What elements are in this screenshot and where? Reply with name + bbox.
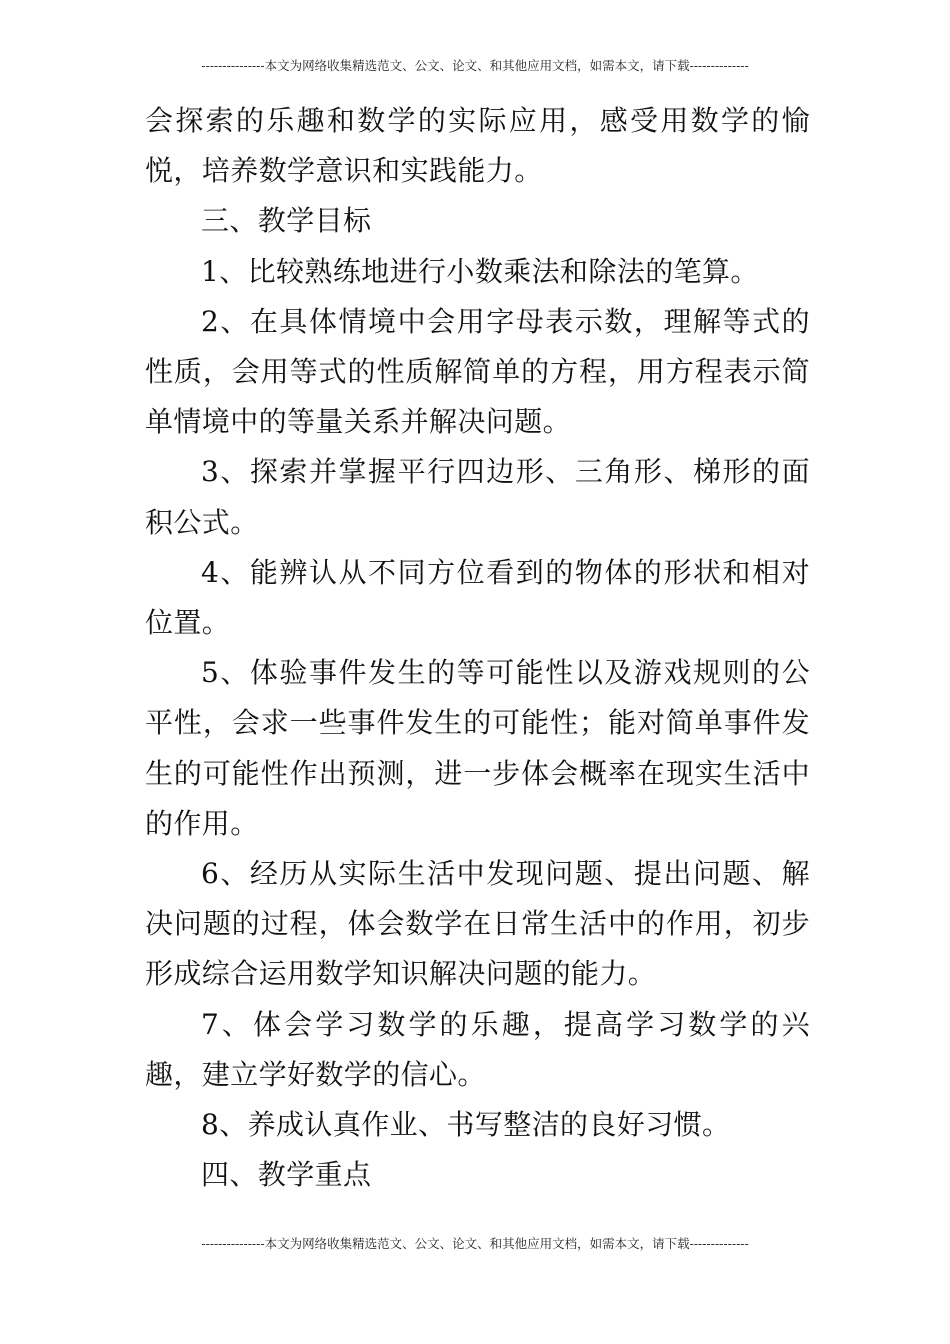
goal-item-2: 2、在具体情境中会用字母表示数，理解等式的性质，会用等式的性质解简单的方程，用方程表示简单情境中的等量关系并解决问题。	[145, 304, 810, 439]
section-heading-teaching-goals: 三、教学目标	[201, 204, 372, 238]
goal-item-3: 3、探索并掌握平行四边形、三角形、梯形的面积公式。	[145, 455, 810, 539]
header-banner: ---------------本文为网络收集精选范文、公文、论文、和其他应用文档，如需本文，请下载--------------	[201, 58, 749, 73]
goal-item-6: 6、经历从实际生活中发现问题、提出问题、解决问题的过程，体会数学在日常生活中的作用，初步形成综合运用数学知识解决问题的能力。	[145, 857, 810, 991]
goal-item-7: 7、体会学习数学的乐趣，提高学习数学的兴趣，建立学好数学的信心。	[145, 1007, 810, 1091]
goal-item-5: 5、体验事件发生的等可能性以及游戏规则的公平性，会求一些事件发生的可能性；能对简单事件发生的可能性作出预测，进一步体会概率在现实生活中的作用。	[145, 656, 810, 840]
goal-item-1: 1、比较熟练地进行小数乘法和除法的笔算。	[201, 254, 759, 288]
section-heading-teaching-focus: 四、教学重点	[201, 1158, 372, 1192]
goal-item-8: 8、养成认真作业、书写整洁的良好习惯。	[201, 1108, 731, 1142]
document-body	[145, 96, 810, 1200]
continuation-paragraph: 会探索的乐趣和数学的实际应用，感受用数学的愉悦，培养数学意识和实践能力。	[145, 104, 810, 188]
goal-item-4: 4、能辨认从不同方位看到的物体的形状和相对位置。	[145, 555, 810, 640]
footer-banner: ---------------本文为网络收集精选范文、公文、论文、和其他应用文档，如需本文，请下载--------------	[201, 1236, 749, 1251]
